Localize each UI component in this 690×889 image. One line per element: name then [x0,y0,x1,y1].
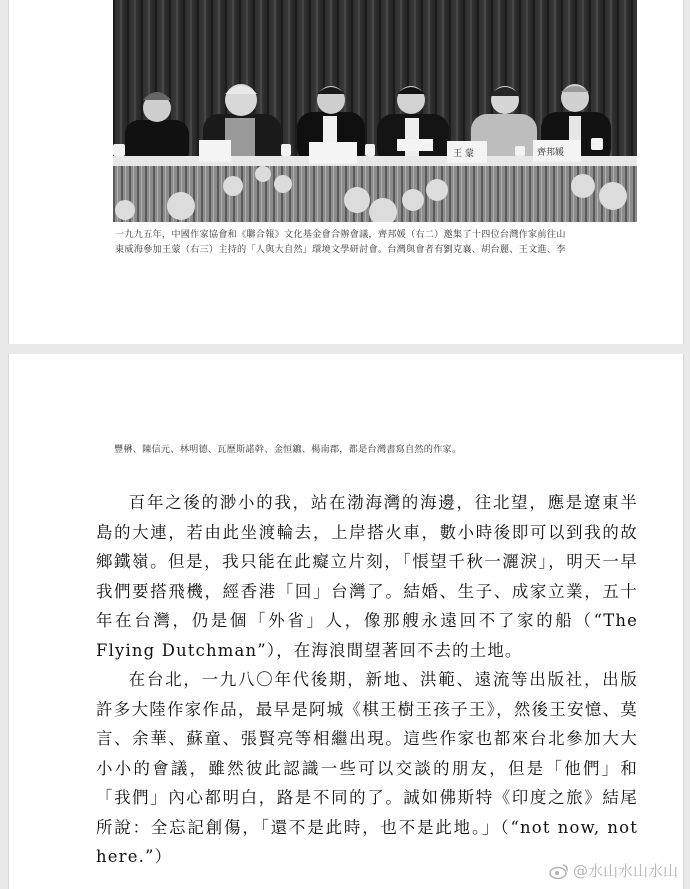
page-top [8,0,684,344]
name-card-wang: 王 蒙 [453,149,474,159]
photo-illustration [113,0,637,222]
weibo-icon [549,863,569,879]
paragraph-2: 在台北，一九八〇年代後期，新地、洪範、遠流等出版社，出版許多大陸作家作品，最早是阿城《棋王樹王孩子王》，然後王安憶、莫言、余華、蘇童、張賢亮等相繼出現。這些作家也都來台北參加大大小小的會議，雖然彼此認識一些可以交談的朋友，但是「他們」和「我們」內心都明白，路是不同的了。誠如佛斯特《印度之旅》結尾所說：全忘記創傷，「還不是此時，也不是此地。」（“not now, not here.”） [96,670,638,866]
photo-caption [115,227,635,257]
body-text [96,488,638,872]
watermark [549,860,678,881]
caption-line-1: 一九九五年，中國作家協會和《聯合報》文化基金會合辦會議，齊邦媛（右二）邀集了十四位台灣作家前往山 [115,229,566,240]
name-card-qi: 齊邦媛 [537,148,565,158]
caption-continuation: 豐楙、陳信元、林明德、瓦歷斯諾幹、金恒鑣、楊南郡，都是台灣書寫自然的作家。 [114,444,462,455]
paragraph-1: 百年之後的渺小的我，站在渤海灣的海邊，往北望，應是遼東半島的大連，若由此坐渡輪去，上岸搭火車，數小時後即可以到我的故鄉鐵嶺。但是，我只能在此癡立片刻，「悵望千秋一灑淚」，明天一早我們要搭飛機，經香港「回」台灣了。結婚、生子、成家立業，五十年在台灣，仍是個「外省」人，像那艘永遠回不了家的船（“The Flying Dutchman”），在海浪間望著回不去的土地。 [96,493,638,660]
caption-line-2: 東威海參加王蒙（右三）主持的「人與大自然」環境文學研討會。台灣與會者有劉克襄、胡台麗、王文進、李 [115,244,566,255]
watermark-text: @水山水山水山 [572,862,678,880]
conference-photo [113,0,637,222]
